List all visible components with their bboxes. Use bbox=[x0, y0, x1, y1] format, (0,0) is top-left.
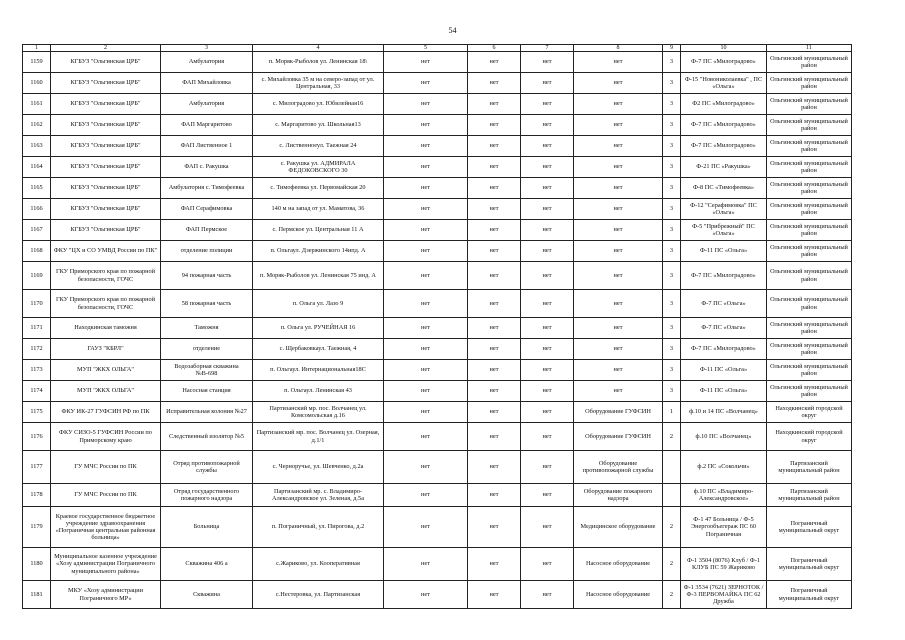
table-cell: нет bbox=[521, 507, 574, 548]
table-cell: 3 bbox=[663, 157, 681, 178]
table-cell: 3 bbox=[663, 318, 681, 339]
table-row bbox=[23, 157, 852, 178]
table-cell: 1171 bbox=[23, 318, 51, 339]
table-cell: Амбулатория bbox=[161, 94, 253, 115]
table-cell: 1168 bbox=[23, 241, 51, 262]
table-cell: с. Щербаковкаул. Таежная, 4 bbox=[253, 339, 384, 360]
table-cell: нет bbox=[574, 73, 663, 94]
table-cell: Насосное оборудование bbox=[574, 581, 663, 609]
table-cell: 3 bbox=[663, 94, 681, 115]
table-row bbox=[23, 339, 852, 360]
table-cell: 1177 bbox=[23, 451, 51, 484]
table-cell: Оборудование ГУФСИН bbox=[574, 423, 663, 451]
table-cell: Находкинская таможня bbox=[51, 318, 161, 339]
table-cell: нет bbox=[468, 157, 521, 178]
table-cell: нет bbox=[574, 360, 663, 381]
table-cell: Ольгинский муниципальный район bbox=[767, 262, 852, 290]
table-cell: Амбулатория с. Тимофеевка bbox=[161, 178, 253, 199]
table-cell: нет bbox=[384, 241, 468, 262]
table-cell: нет bbox=[521, 115, 574, 136]
table-cell: нет bbox=[574, 318, 663, 339]
table-cell: 2 bbox=[663, 423, 681, 451]
table-cell: 1167 bbox=[23, 220, 51, 241]
table-cell: КГБУЗ "Ольгинская ЦРБ" bbox=[51, 94, 161, 115]
table-cell: Находкинский городской округ bbox=[767, 423, 852, 451]
table-cell: Ф-11 ПС «Ольга» bbox=[681, 241, 767, 262]
table-cell: ГКУ Приморского края по пожарной безопасности, ГОЧС bbox=[51, 290, 161, 318]
table-cell: нет bbox=[521, 548, 574, 581]
table-cell: с.Нестеровка, ул. Партизанская bbox=[253, 581, 384, 609]
table-cell: нет bbox=[521, 52, 574, 73]
table-cell: нет bbox=[468, 484, 521, 507]
table-cell: нет bbox=[521, 241, 574, 262]
table-cell: нет bbox=[384, 157, 468, 178]
header-cell: 3 bbox=[161, 45, 253, 52]
table-cell: 2 bbox=[663, 507, 681, 548]
header-cell: 2 bbox=[51, 45, 161, 52]
table-cell: КГБУЗ "Ольгинская ЦРБ" bbox=[51, 220, 161, 241]
table-cell: КГБУЗ "Ольгинская ЦРБ" bbox=[51, 73, 161, 94]
table-cell: 58 пожарная часть bbox=[161, 290, 253, 318]
table-cell: Ф-15 "Новониколаевка" , ПС «Ольга» bbox=[681, 73, 767, 94]
table-cell: Ольгинский муниципальный район bbox=[767, 290, 852, 318]
table-cell: нет bbox=[384, 115, 468, 136]
table-cell: Партизанский мр. пос. Волчанец ул. Озерная, д.1/1 bbox=[253, 423, 384, 451]
table-cell: Ольгинский муниципальный район bbox=[767, 94, 852, 115]
table-cell: 1174 bbox=[23, 381, 51, 402]
table-cell: нет bbox=[384, 199, 468, 220]
table-cell: Ф-7 ПС «Милоградово» bbox=[681, 339, 767, 360]
table-row bbox=[23, 484, 852, 507]
table-row bbox=[23, 451, 852, 484]
table-cell: нет bbox=[521, 402, 574, 423]
table-cell: п. Моряк-Рыболов ул. Ленинская 18\ bbox=[253, 52, 384, 73]
table-cell: нет bbox=[574, 262, 663, 290]
table-row bbox=[23, 318, 852, 339]
table-row bbox=[23, 381, 852, 402]
table-cell: нет bbox=[574, 136, 663, 157]
table-cell: нет bbox=[468, 115, 521, 136]
table-cell: 1 bbox=[663, 402, 681, 423]
table-row bbox=[23, 290, 852, 318]
table-cell: нет bbox=[468, 52, 521, 73]
table-cell: нет bbox=[521, 423, 574, 451]
table-cell: нет bbox=[468, 451, 521, 484]
table-cell: 94 пожарная часть bbox=[161, 262, 253, 290]
table-cell: 1159 bbox=[23, 52, 51, 73]
table-cell: ФАП Серафимовка bbox=[161, 199, 253, 220]
table-cell: Ф-1 3504 (8076) Клуб / Ф-1 КЛУБ ПС 59 Жариково bbox=[681, 548, 767, 581]
table-cell: п. Ольга ул. РУЧЕЙНАЯ 16 bbox=[253, 318, 384, 339]
table-cell: Больница bbox=[161, 507, 253, 548]
table-cell: Водозаборная скважина №В-698 bbox=[161, 360, 253, 381]
table-cell: нет bbox=[468, 339, 521, 360]
header-cell: 1 bbox=[23, 45, 51, 52]
table-cell: с. Ракушка ул. АДМИРАЛА ФЕДОКОВСКОГО 30 bbox=[253, 157, 384, 178]
table-cell: нет bbox=[384, 402, 468, 423]
table-row bbox=[23, 178, 852, 199]
table-cell: Партизанский муниципальный район bbox=[767, 484, 852, 507]
table-cell: нет bbox=[384, 451, 468, 484]
table-cell: нет bbox=[468, 360, 521, 381]
table-cell: с. Тимофеевка ул. Первомайская 20 bbox=[253, 178, 384, 199]
table-cell: Следственный изолятор №5 bbox=[161, 423, 253, 451]
table-cell: 1176 bbox=[23, 423, 51, 451]
table-cell: Ольгинский муниципальный район bbox=[767, 115, 852, 136]
table-cell: нет bbox=[384, 381, 468, 402]
table-row bbox=[23, 220, 852, 241]
table-cell: Ф-21 ПС «Ракушка» bbox=[681, 157, 767, 178]
table-cell: нет bbox=[468, 262, 521, 290]
table-cell: п. Пограничный, ул. Пирогова, д.2 bbox=[253, 507, 384, 548]
table-cell: Партизанский мр. пос. Волчанец ул. Комсомольская д.16 bbox=[253, 402, 384, 423]
table-cell: ф.10 ПС «Волчанец» bbox=[681, 423, 767, 451]
header-cell: 7 bbox=[521, 45, 574, 52]
header-cell: 10 bbox=[681, 45, 767, 52]
table-cell: нет bbox=[521, 220, 574, 241]
table-cell: 3 bbox=[663, 52, 681, 73]
table-cell: нет bbox=[468, 423, 521, 451]
table-cell: Ольгинский муниципальный район bbox=[767, 241, 852, 262]
table-cell: Муниципальное казенное учреждение «Хозу администрации Пограничного муниципального района» bbox=[51, 548, 161, 581]
table-cell: 1179 bbox=[23, 507, 51, 548]
table-cell: Пограничный муниципальный округ bbox=[767, 581, 852, 609]
table-cell: нет bbox=[384, 52, 468, 73]
table-row bbox=[23, 402, 852, 423]
table-cell: нет bbox=[468, 241, 521, 262]
table-cell: 3 bbox=[663, 290, 681, 318]
table-cell: нет bbox=[384, 339, 468, 360]
header-cell: 8 bbox=[574, 45, 663, 52]
table-cell: Ольгинский муниципальный район bbox=[767, 157, 852, 178]
table-cell: Оборудование ГУФСИН bbox=[574, 402, 663, 423]
table-cell: 1162 bbox=[23, 115, 51, 136]
table-cell: нет bbox=[384, 548, 468, 581]
table-cell: нет bbox=[468, 73, 521, 94]
table-row bbox=[23, 136, 852, 157]
table-cell: нет bbox=[468, 199, 521, 220]
table-cell: 3 bbox=[663, 199, 681, 220]
table-cell: 3 bbox=[663, 73, 681, 94]
table-cell: нет bbox=[521, 94, 574, 115]
table-cell: нет bbox=[468, 507, 521, 548]
table-cell: 1173 bbox=[23, 360, 51, 381]
table-cell: Скважина bbox=[161, 581, 253, 609]
table-cell: 3 bbox=[663, 115, 681, 136]
table-cell: ф.2 ПС «Сокольчи» bbox=[681, 451, 767, 484]
table-cell: нет bbox=[521, 178, 574, 199]
table-cell: Ольгинский муниципальный район bbox=[767, 178, 852, 199]
table-cell: КГБУЗ "Ольгинская ЦРБ" bbox=[51, 199, 161, 220]
table-cell: Оборудование противопожарной службы bbox=[574, 451, 663, 484]
table-cell: Отряд противопожарной службы bbox=[161, 451, 253, 484]
table-cell: 1178 bbox=[23, 484, 51, 507]
table-cell: Отряд государственного пожарного надзора bbox=[161, 484, 253, 507]
table-cell: Ольгинский муниципальный район bbox=[767, 318, 852, 339]
table-cell: нет bbox=[521, 451, 574, 484]
table-cell: 1180 bbox=[23, 548, 51, 581]
table-cell: 3 bbox=[663, 136, 681, 157]
table-cell: Насосное оборудование bbox=[574, 548, 663, 581]
table-cell: 2 bbox=[663, 581, 681, 609]
table-cell: нет bbox=[468, 94, 521, 115]
table-cell: с. Маргаритово ул. Школьная13 bbox=[253, 115, 384, 136]
table-cell: нет bbox=[384, 136, 468, 157]
table-cell: МУП "ЖКХ ОЛЬГА" bbox=[51, 360, 161, 381]
table-cell: КГБУЗ "Ольгинская ЦРБ" bbox=[51, 178, 161, 199]
table-cell: Ф-7 ПС «Милоградово» bbox=[681, 262, 767, 290]
table-row bbox=[23, 581, 852, 609]
table-cell: Ф-7 ПС «Милоградово» bbox=[681, 136, 767, 157]
table-cell: нет bbox=[384, 318, 468, 339]
table-cell: Скважина 406 а bbox=[161, 548, 253, 581]
table-cell: Медицинское оборудование bbox=[574, 507, 663, 548]
table-cell: ГКУ Приморского края по пожарной безопасности, ГОЧС bbox=[51, 262, 161, 290]
table-cell: Ф-12 "Серафимовка" ПС «Ольга» bbox=[681, 199, 767, 220]
table-cell: нет bbox=[468, 318, 521, 339]
table-cell: 1175 bbox=[23, 402, 51, 423]
table-row bbox=[23, 115, 852, 136]
table-cell: нет bbox=[521, 199, 574, 220]
table-cell: нет bbox=[384, 507, 468, 548]
table-row bbox=[23, 52, 852, 73]
table-cell: 1169 bbox=[23, 262, 51, 290]
table-cell: 1161 bbox=[23, 94, 51, 115]
table-cell: нет bbox=[521, 73, 574, 94]
table-cell: отделение полиции bbox=[161, 241, 253, 262]
table-cell: Краевое государственное бюджетное учреждение здравоохранения «Пограничная центральная районная больница» bbox=[51, 507, 161, 548]
table-cell: ф.10 и 14 ПС «Волчанец» bbox=[681, 402, 767, 423]
table-cell: нет bbox=[384, 360, 468, 381]
header-cell: 6 bbox=[468, 45, 521, 52]
table-cell: нет bbox=[384, 262, 468, 290]
table-cell: нет bbox=[468, 548, 521, 581]
table-cell: с. Лиственноеул. Таежная 24 bbox=[253, 136, 384, 157]
table-cell: нет bbox=[574, 157, 663, 178]
table-cell: нет bbox=[384, 423, 468, 451]
table-cell: Ф2 ПС «Милоградово» bbox=[681, 94, 767, 115]
table-cell: нет bbox=[468, 178, 521, 199]
table-row bbox=[23, 199, 852, 220]
table-cell: Партизанский мр. с. Владимиро-Александровское ул. Зеленая, д.5а bbox=[253, 484, 384, 507]
table-cell: п. Ольгаул. Дзержинского 14ипд. А bbox=[253, 241, 384, 262]
table-cell: нет bbox=[574, 290, 663, 318]
table-cell: 2 bbox=[663, 548, 681, 581]
table-cell: Исправительная колония №27 bbox=[161, 402, 253, 423]
table-cell: ФКУ "ЦХ и СО УМВД России по ПК" bbox=[51, 241, 161, 262]
table-row bbox=[23, 507, 852, 548]
table-cell: нет bbox=[574, 339, 663, 360]
table-cell bbox=[663, 484, 681, 507]
table-cell: нет bbox=[384, 94, 468, 115]
table-cell: с. Пермское ул. Центральная 11 А bbox=[253, 220, 384, 241]
table-cell: 1170 bbox=[23, 290, 51, 318]
table-cell: 1172 bbox=[23, 339, 51, 360]
table-row bbox=[23, 262, 852, 290]
table-cell: нет bbox=[574, 115, 663, 136]
table-cell: нет bbox=[574, 178, 663, 199]
table-cell: 1163 bbox=[23, 136, 51, 157]
page-number: 54 bbox=[448, 26, 457, 35]
table-cell: КГБУЗ "Ольгинская ЦРБ" bbox=[51, 115, 161, 136]
header-cell: 9 bbox=[663, 45, 681, 52]
table-cell: нет bbox=[521, 360, 574, 381]
table-cell: нет bbox=[384, 581, 468, 609]
table-cell: нет bbox=[574, 241, 663, 262]
table-cell: с.Жариково, ул. Кооперативная bbox=[253, 548, 384, 581]
table-cell: Насосная станция bbox=[161, 381, 253, 402]
table-cell: нет bbox=[384, 290, 468, 318]
table-cell: п. Ольгаул. Ленинская 43 bbox=[253, 381, 384, 402]
table-cell: Ольгинский муниципальный район bbox=[767, 52, 852, 73]
header-cell: 4 bbox=[253, 45, 384, 52]
table-cell: Партизанский муниципальный район bbox=[767, 451, 852, 484]
table-cell: нет bbox=[384, 178, 468, 199]
table-cell: 1164 bbox=[23, 157, 51, 178]
table-cell: нет bbox=[384, 220, 468, 241]
table-cell: ФАП Пермское bbox=[161, 220, 253, 241]
table-cell: Ф-1 3534 (7621) ЗЕРНОТОК / Ф-3 ПЕРВОМАЙКА ПС 62 Дружба bbox=[681, 581, 767, 609]
table-cell: МУП "ЖКХ ОЛЬГА" bbox=[51, 381, 161, 402]
table-cell: ГУ МЧС России по ПК bbox=[51, 451, 161, 484]
table-cell: 1181 bbox=[23, 581, 51, 609]
table-cell: ф.10 ПС «Владимиро-Александровское» bbox=[681, 484, 767, 507]
table-cell: 1166 bbox=[23, 199, 51, 220]
table-cell: Ольгинский муниципальный район bbox=[767, 339, 852, 360]
table-cell bbox=[663, 451, 681, 484]
table-row bbox=[23, 73, 852, 94]
table-cell: нет bbox=[521, 290, 574, 318]
table-cell: нет bbox=[521, 157, 574, 178]
table-cell: ФАП Михайловка bbox=[161, 73, 253, 94]
table-cell: п. Моряк-Рыболов ул. Ленинская 75 инд. А bbox=[253, 262, 384, 290]
table-cell: Ф-11 ПС «Ольга» bbox=[681, 381, 767, 402]
table-cell: Находкинский городской округ bbox=[767, 402, 852, 423]
table-cell: нет bbox=[468, 220, 521, 241]
table-cell: 3 bbox=[663, 381, 681, 402]
table-cell: нет bbox=[521, 262, 574, 290]
header-cell: 11 bbox=[767, 45, 852, 52]
table-cell: с. Черноручье, ул. Шевченко, д.2а bbox=[253, 451, 384, 484]
table-cell: п. Ольгаул. Интернациональная18С bbox=[253, 360, 384, 381]
table-cell: нет bbox=[574, 52, 663, 73]
table-cell: 3 bbox=[663, 241, 681, 262]
table-cell: 3 bbox=[663, 262, 681, 290]
table-cell: КГБУЗ "Ольгинская ЦРБ" bbox=[51, 157, 161, 178]
table-cell: с. Михайловка 35 м на северо-запад от ул. Центральная, 33 bbox=[253, 73, 384, 94]
table-cell: ФАП с. Ракушка bbox=[161, 157, 253, 178]
table-cell: Ф-5 "Прибрежный" ПС «Ольга» bbox=[681, 220, 767, 241]
table-cell: нет bbox=[521, 581, 574, 609]
table-cell: ГАУЗ "КБРЛ" bbox=[51, 339, 161, 360]
table-row bbox=[23, 360, 852, 381]
table-cell: 3 bbox=[663, 178, 681, 199]
table-cell: Ольгинский муниципальный район bbox=[767, 73, 852, 94]
table-cell: Ф-11 ПС «Ольга» bbox=[681, 360, 767, 381]
table-cell: Ольгинский муниципальный район bbox=[767, 136, 852, 157]
table-cell: ФАП Маргаритово bbox=[161, 115, 253, 136]
table-cell: нет bbox=[574, 94, 663, 115]
table-cell: нет bbox=[574, 381, 663, 402]
table-row bbox=[23, 423, 852, 451]
table-cell: ФАП Лиственное 1 bbox=[161, 136, 253, 157]
table-cell: нет bbox=[521, 318, 574, 339]
table-cell: нет bbox=[521, 381, 574, 402]
table-cell: Пограничный муниципальный округ bbox=[767, 507, 852, 548]
header-row bbox=[23, 45, 852, 52]
table-cell: ФКУ ИК-27 ГУФСИН РФ по ПК bbox=[51, 402, 161, 423]
table-cell: Ф-1 47 Больница / Ф-5 Энергообъегераж ПС 60 Пограничная bbox=[681, 507, 767, 548]
table-cell: нет bbox=[468, 581, 521, 609]
table-cell: нет bbox=[468, 381, 521, 402]
table-cell: нет bbox=[521, 339, 574, 360]
table-cell: Ольгинский муниципальный район bbox=[767, 220, 852, 241]
table-cell: МКУ «Хозу администрации Пограничного МР» bbox=[51, 581, 161, 609]
table-cell: нет bbox=[384, 73, 468, 94]
table-cell: ФКУ СИЗО-5 ГУФСИН России по Приморскому краю bbox=[51, 423, 161, 451]
table-cell: Ольгинский муниципальный район bbox=[767, 199, 852, 220]
table-cell: Ф-8 ПС «Тимофеевка» bbox=[681, 178, 767, 199]
table-cell: 3 bbox=[663, 360, 681, 381]
table-cell: нет bbox=[468, 290, 521, 318]
table-cell: нет bbox=[574, 220, 663, 241]
table-cell: ГУ МЧС России по ПК bbox=[51, 484, 161, 507]
table-cell: нет bbox=[521, 484, 574, 507]
table-cell: Таможня bbox=[161, 318, 253, 339]
table-cell: КГБУЗ "Ольгинская ЦРБ" bbox=[51, 52, 161, 73]
table-cell: нет bbox=[384, 484, 468, 507]
table-row bbox=[23, 241, 852, 262]
table-cell: Ф-7 ПС «Милоградово» bbox=[681, 115, 767, 136]
header-cell: 5 bbox=[384, 45, 468, 52]
table-cell: Ф-7 ПС «Ольга» bbox=[681, 290, 767, 318]
table-cell: 1165 bbox=[23, 178, 51, 199]
table-cell: 140 м на запад от ул. Маматова, 36 bbox=[253, 199, 384, 220]
table-cell: Оборудование пожарного надзора bbox=[574, 484, 663, 507]
table-cell: Ф-7 ПС «Милоградово» bbox=[681, 52, 767, 73]
table-cell: Ольгинский муниципальный район bbox=[767, 360, 852, 381]
table-cell: 3 bbox=[663, 220, 681, 241]
table-row bbox=[23, 548, 852, 581]
table-cell: КГБУЗ "Ольгинская ЦРБ" bbox=[51, 136, 161, 157]
data-table bbox=[22, 44, 852, 609]
table-cell: Ф-7 ПС «Ольга» bbox=[681, 318, 767, 339]
table-cell: Ольгинский муниципальный район bbox=[767, 381, 852, 402]
table-cell: 3 bbox=[663, 339, 681, 360]
table-cell: 1160 bbox=[23, 73, 51, 94]
table-cell: п. Ольга ул. Лазо 9 bbox=[253, 290, 384, 318]
table-cell: отделение bbox=[161, 339, 253, 360]
table-cell: нет bbox=[468, 136, 521, 157]
table-row bbox=[23, 94, 852, 115]
table-cell: нет bbox=[521, 136, 574, 157]
table-cell: с. Милоградово ул. Юбилейная16 bbox=[253, 94, 384, 115]
table-cell: Амбулатория bbox=[161, 52, 253, 73]
table-cell: нет bbox=[468, 402, 521, 423]
table-cell: Пограничный муниципальный округ bbox=[767, 548, 852, 581]
table-cell: нет bbox=[574, 199, 663, 220]
